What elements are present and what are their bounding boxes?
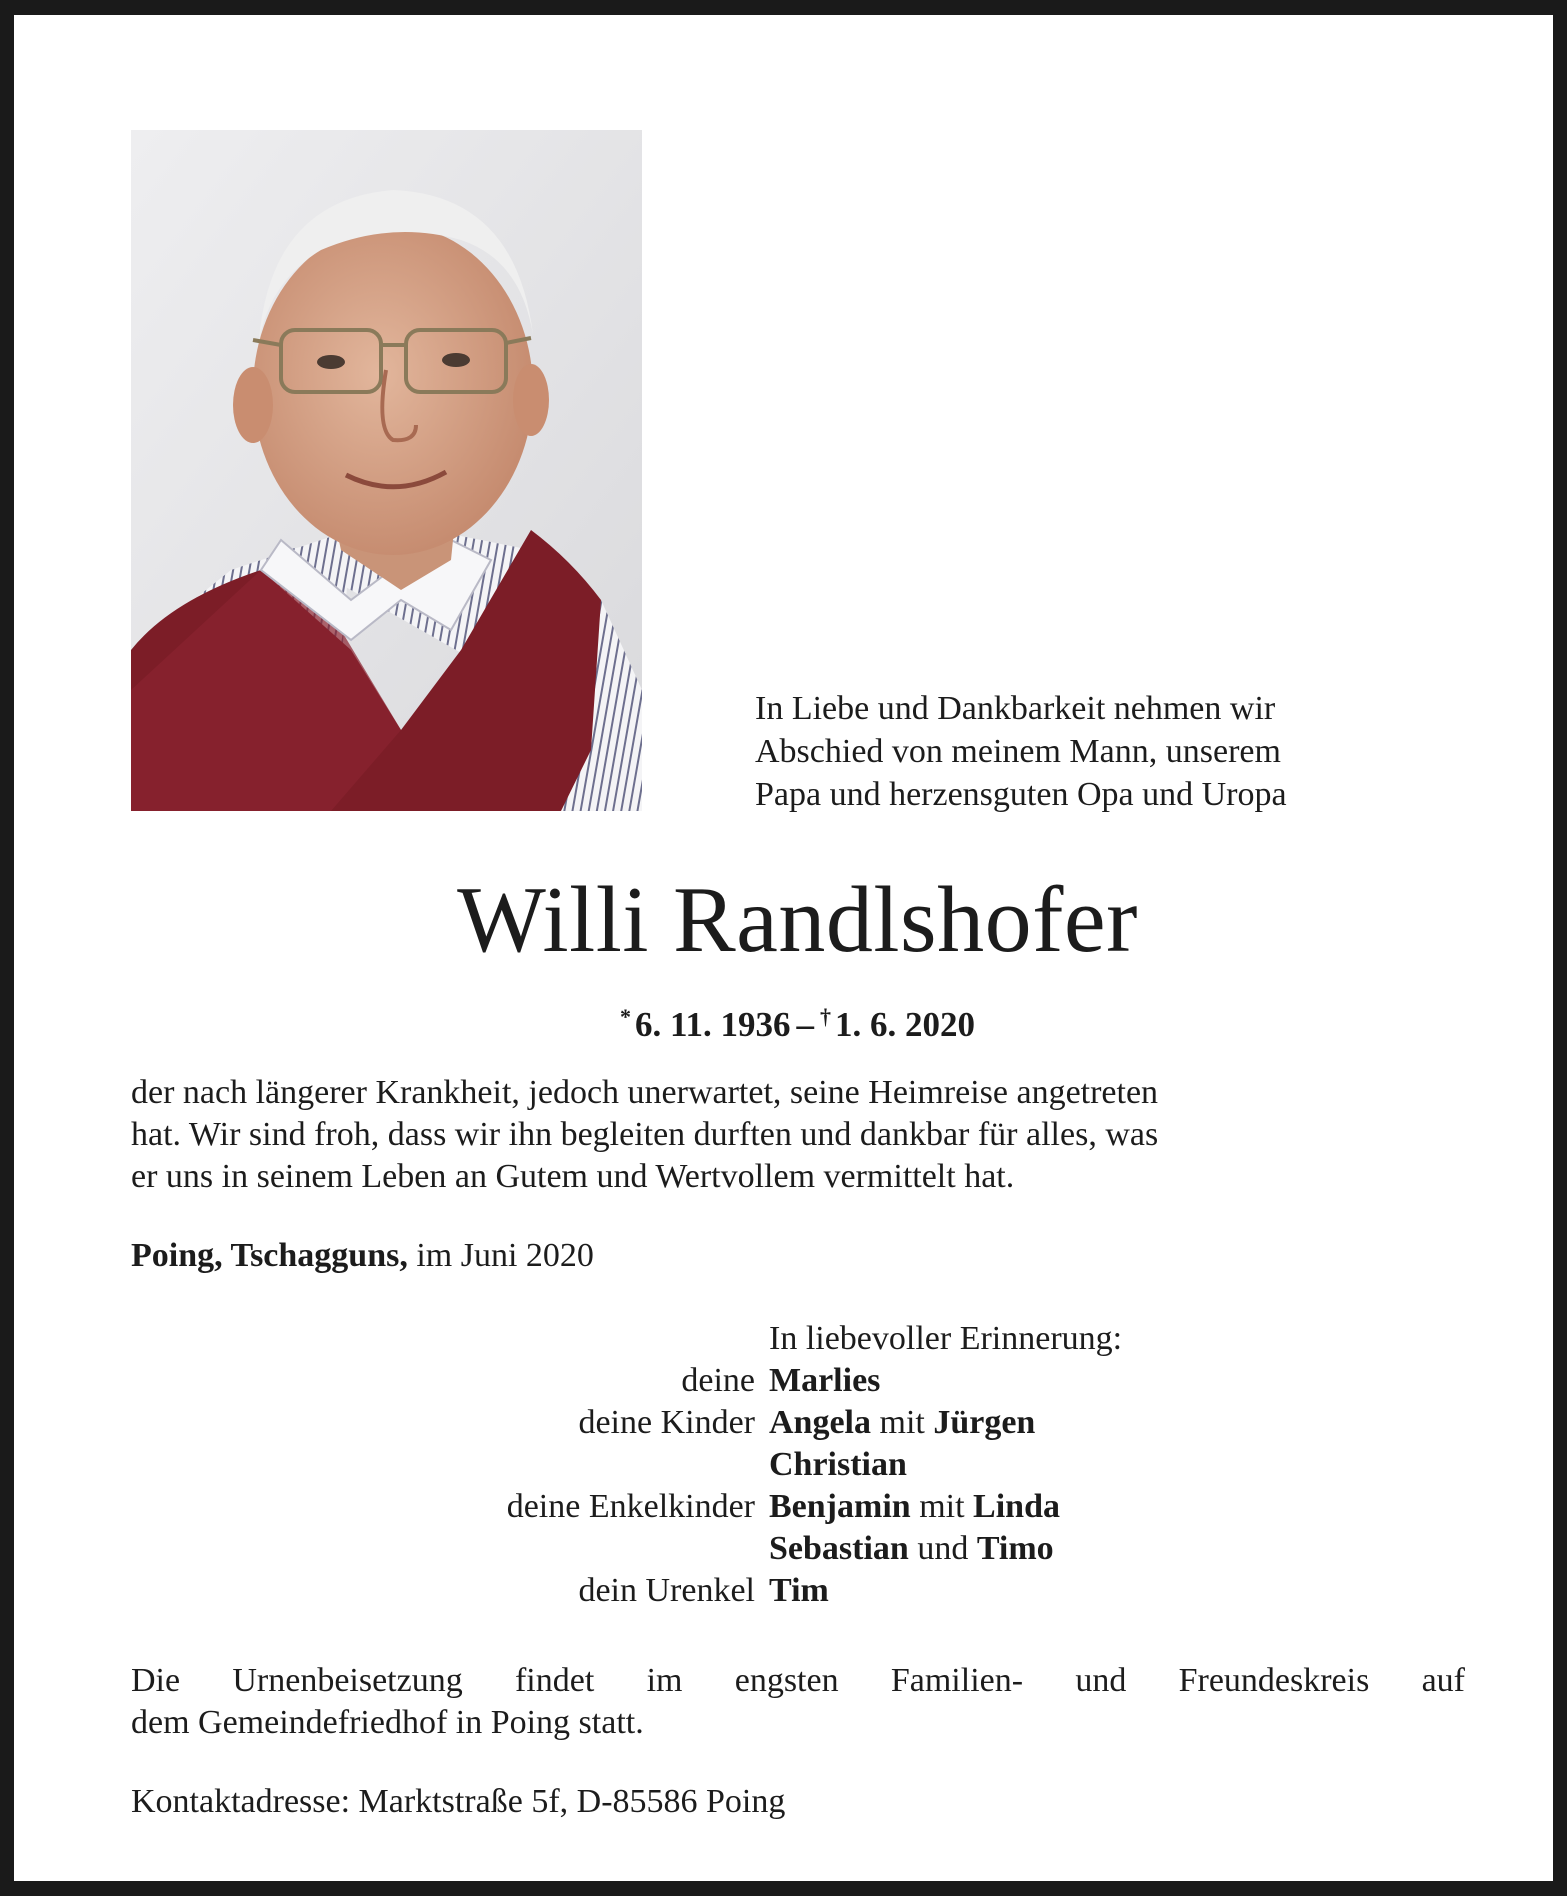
- mourner-name: Benjamin: [769, 1488, 911, 1525]
- contact-address: Kontaktadresse: Marktstraße 5f, D-85586 Poing: [131, 1783, 786, 1820]
- date-separator: –: [796, 1005, 815, 1044]
- mourner-name: Tim: [769, 1572, 829, 1609]
- deceased-name: Willi Randlshofer: [457, 868, 1138, 972]
- intro-line: In Liebe und Dankbarkeit nehmen wir: [755, 690, 1276, 727]
- mourner-name: Christian: [769, 1446, 907, 1483]
- mourner-name: Angela: [769, 1404, 871, 1441]
- body-line: der nach längerer Krankheit, jedoch unerwartet, seine Heimreise angetreten: [131, 1074, 1159, 1111]
- mourner-row: [131, 1360, 1461, 1402]
- mourner-partner: Timo: [976, 1530, 1054, 1567]
- mourner-connector: und: [917, 1530, 969, 1567]
- intro-text: [755, 687, 1455, 816]
- mourner-partner: Linda: [973, 1488, 1060, 1525]
- burial-notice: [131, 1660, 1465, 1744]
- mourner-row: [131, 1486, 1461, 1528]
- burial-line: Die Urnenbeisetzung findet im engsten Familien- und Freundeskreis auf: [131, 1662, 1465, 1699]
- mourner-row: [131, 1528, 1461, 1570]
- obituary-text: [131, 1072, 1465, 1198]
- mourner-connector: mit: [919, 1488, 965, 1525]
- mourner-row: [131, 1570, 1461, 1612]
- date: im Juni 2020: [416, 1237, 594, 1274]
- birth-date: 6. 11. 1936: [634, 1005, 791, 1044]
- mourners-heading: In liebevoller Erinnerung:: [769, 1320, 1123, 1357]
- place-date: [131, 1235, 594, 1277]
- death-symbol: †: [820, 1004, 832, 1029]
- body-line: er uns in seinem Leben an Gutem und Wertvollem vermittelt hat.: [131, 1158, 1015, 1195]
- portrait-photo: [131, 130, 642, 811]
- life-dates: [14, 995, 1567, 1047]
- obituary-page: [14, 15, 1553, 1881]
- mourner-relation: deine: [681, 1362, 755, 1399]
- mourners-list: [131, 1318, 1461, 1612]
- mourner-name: Sebastian: [769, 1530, 909, 1567]
- mourner-name: Marlies: [769, 1362, 881, 1399]
- mourner-row: [131, 1402, 1461, 1444]
- places: Poing, Tschagguns,: [131, 1237, 408, 1274]
- intro-line: Papa und herzensguten Opa und Uropa: [755, 776, 1287, 813]
- death-date: 1. 6. 2020: [835, 1005, 976, 1044]
- mourner-connector: mit: [879, 1404, 925, 1441]
- body-line: hat. Wir sind froh, dass wir ihn begleiten durften und dankbar für alles, was: [131, 1116, 1159, 1153]
- mourner-row: [131, 1444, 1461, 1486]
- burial-line: dem Gemeindefriedhof in Poing statt.: [131, 1704, 644, 1741]
- mourner-relation: deine Kinder: [578, 1404, 755, 1441]
- birth-symbol: *: [619, 1004, 631, 1029]
- mourner-relation: deine Enkelkinder: [506, 1488, 755, 1525]
- mourner-partner: Jürgen: [933, 1404, 1036, 1441]
- mourner-relation: dein Urenkel: [578, 1572, 755, 1609]
- intro-line: Abschied von meinem Mann, unserem: [755, 733, 1281, 770]
- mourners-heading-row: [131, 1318, 1461, 1360]
